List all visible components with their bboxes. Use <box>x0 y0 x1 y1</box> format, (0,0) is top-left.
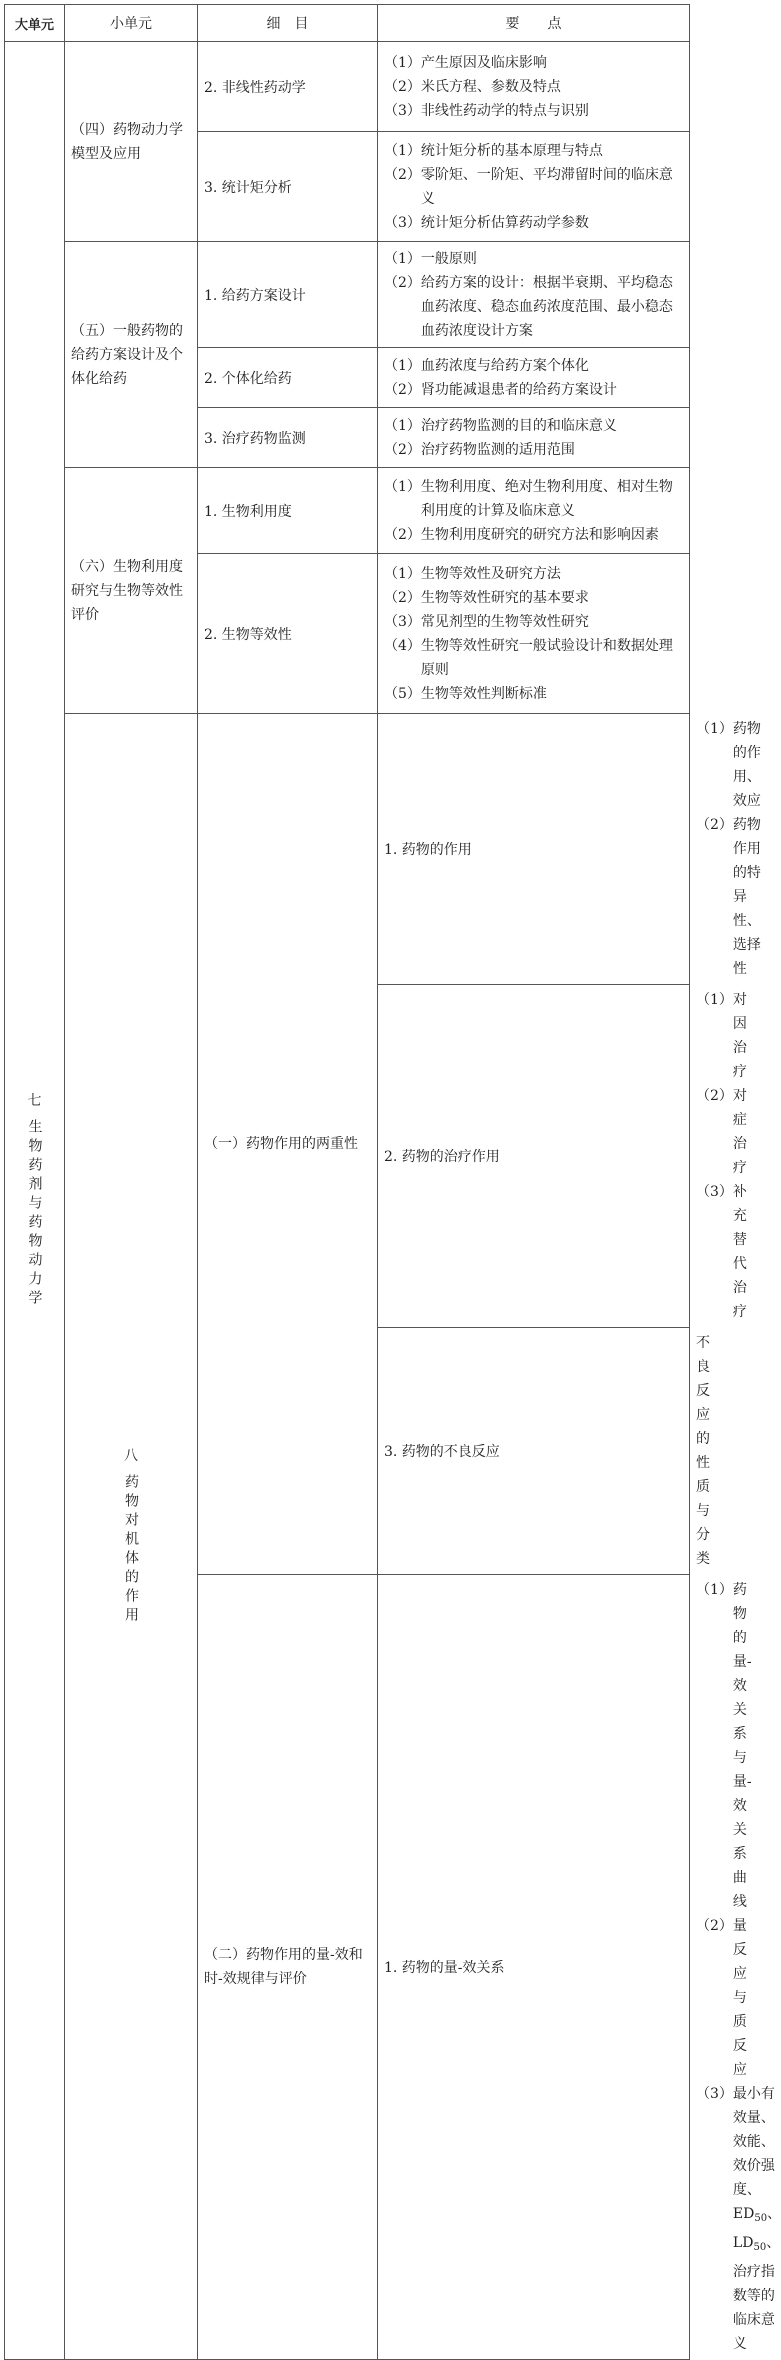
table-row <box>5 714 690 985</box>
point-number: （2） <box>384 166 421 183</box>
point-text: 对症治疗 <box>732 1088 747 1176</box>
point-text: 生物利用度研究的研究方法和影响因素 <box>420 526 659 543</box>
minor-unit-2: （二）药物作用的量-效和时-效规律与评价 <box>198 1575 378 2360</box>
point-number: （1） <box>384 478 421 495</box>
point-text: 对因治疗 <box>732 992 747 1080</box>
point-number: （3） <box>696 2086 733 2102</box>
point-text <box>733 2082 781 2356</box>
detail-item: 3. 统计矩分析 <box>198 132 378 242</box>
major-unit-8 <box>65 714 198 2360</box>
point-number: （2） <box>384 526 421 543</box>
key-points <box>378 408 690 468</box>
table-row <box>5 242 690 348</box>
detail-item: 1. 药物的作用 <box>378 714 690 985</box>
detail-item: 1. 给药方案设计 <box>198 242 378 348</box>
minor-unit-5: （五）一般药物的给药方案设计及个体化给药 <box>65 242 198 468</box>
major-unit-title: 药物对机体的作用 <box>123 1473 139 1626</box>
major-unit-number: 七 <box>27 1092 42 1109</box>
point-text: 产生原因及临床影响 <box>420 54 547 71</box>
point-number: （1） <box>384 417 421 434</box>
point-text: 常见剂型的生物等效性研究 <box>420 613 589 630</box>
major-unit-7 <box>5 42 65 2360</box>
point-number: （4） <box>384 637 421 654</box>
header-major-unit: 大单元 <box>5 5 65 42</box>
detail-item: 1. 生物利用度 <box>198 468 378 554</box>
point-number: （2） <box>696 1088 733 1104</box>
point-text: 药物的作用、效应 <box>732 721 761 809</box>
point-text-part: 最小有效量、效能、效价强度、ED <box>732 2086 775 2222</box>
point-text: 药物的量-效关系与量-效关系曲线 <box>732 1582 752 1910</box>
point-text: 生物等效性判断标准 <box>420 685 547 702</box>
header-key-points: 要 点 <box>378 5 690 42</box>
minor-unit-4: （四）药物动力学模型及应用 <box>65 42 198 242</box>
point-text: 治疗药物监测的目的和临床意义 <box>420 417 617 434</box>
point-text-part: 、LD <box>732 2206 781 2251</box>
point-number: （2） <box>696 1918 733 1934</box>
key-points <box>378 468 690 554</box>
detail-item: 3. 药物的不良反应 <box>378 1328 690 1575</box>
point-number: （3） <box>384 214 421 231</box>
detail-item: 2. 个体化给药 <box>198 348 378 408</box>
header-minor-unit: 小单元 <box>65 5 198 42</box>
point-number: （1） <box>384 565 421 582</box>
syllabus-table <box>4 4 781 2360</box>
key-points <box>378 554 690 714</box>
point-text: 生物等效性研究的基本要求 <box>420 589 589 606</box>
major-unit-number: 八 <box>124 1447 138 1464</box>
minor-unit-6: （六）生物利用度研究与生物等效性评价 <box>65 468 198 714</box>
point-text: 治疗药物监测的适用范围 <box>420 441 575 458</box>
detail-item: 2. 非线性药动学 <box>198 42 378 132</box>
point-number: （2） <box>384 589 421 606</box>
table-row <box>5 42 690 132</box>
point-text: 非线性药动学的特点与识别 <box>420 102 589 119</box>
point-number: （1） <box>384 142 421 159</box>
point-number: （2） <box>384 274 421 291</box>
detail-item: 2. 药物的治疗作用 <box>378 985 690 1328</box>
table-row: 3. 药物的不良反应 不良反应的性质与分类 <box>5 1328 690 1575</box>
key-points <box>378 132 690 242</box>
subscript: 50 <box>753 2242 767 2253</box>
detail-item: 1. 药物的量-效关系 <box>378 1575 690 2360</box>
point-number: （2） <box>384 441 421 458</box>
point-number: （1） <box>696 992 733 1008</box>
point-text: 生物等效性及研究方法 <box>420 565 561 582</box>
point-number: （2） <box>384 78 421 95</box>
point-text: 补充替代治疗 <box>732 1184 747 1320</box>
point-number: （2） <box>696 817 733 833</box>
subscript: 50 <box>754 2213 768 2224</box>
point-text: 统计矩分析估算药动学参数 <box>420 214 589 231</box>
point-text: 生物利用度、绝对生物利用度、相对生物利用度的计算及临床意义 <box>420 478 673 519</box>
key-points <box>378 242 690 348</box>
point-text: 统计矩分析的基本原理与特点 <box>420 142 603 159</box>
point-text: 肾功能减退患者的给药方案设计 <box>420 381 617 398</box>
point-number: （2） <box>384 381 421 398</box>
point-text: 米氏方程、参数及特点 <box>420 78 561 95</box>
major-unit-title: 生物药剂与药物动力学 <box>26 1118 43 1309</box>
point-number: （3） <box>696 1184 733 1200</box>
key-points <box>378 348 690 408</box>
point-number: （1） <box>384 250 421 267</box>
minor-unit-1: （一）药物作用的两重性 <box>198 714 378 1575</box>
point-number: （1） <box>384 54 421 71</box>
point-number: （5） <box>384 685 421 702</box>
point-text: 生物等效性研究一般试验设计和数据处理原则 <box>420 637 673 678</box>
point-number: （1） <box>696 1582 733 1598</box>
point-text: 给药方案的设计：根据半衰期、平均稳态血药浓度、稳态血药浓度范围、最小稳态血药浓度设计方案 <box>420 274 673 339</box>
point-text: 量反应与质反应 <box>732 1918 747 2078</box>
point-text: 药物作用的特异性、选择性 <box>732 817 761 977</box>
point-number: （3） <box>384 613 421 630</box>
table-row <box>5 468 690 554</box>
point-number: （1） <box>696 721 733 737</box>
detail-item: 2. 生物等效性 <box>198 554 378 714</box>
point-number: （1） <box>384 357 421 374</box>
point-text: 一般原则 <box>420 250 477 267</box>
point-text-part: 、治疗指数等的临床意义 <box>732 2235 781 2352</box>
key-points <box>378 42 690 132</box>
point-text: 血药浓度与给药方案个体化 <box>420 357 589 374</box>
detail-item: 3. 治疗药物监测 <box>198 408 378 468</box>
header-detail: 细 目 <box>198 5 378 42</box>
point-text: 零阶矩、一阶矩、平均滞留时间的临床意义 <box>420 166 673 207</box>
point-number: （3） <box>384 102 421 119</box>
header-row <box>5 5 690 42</box>
